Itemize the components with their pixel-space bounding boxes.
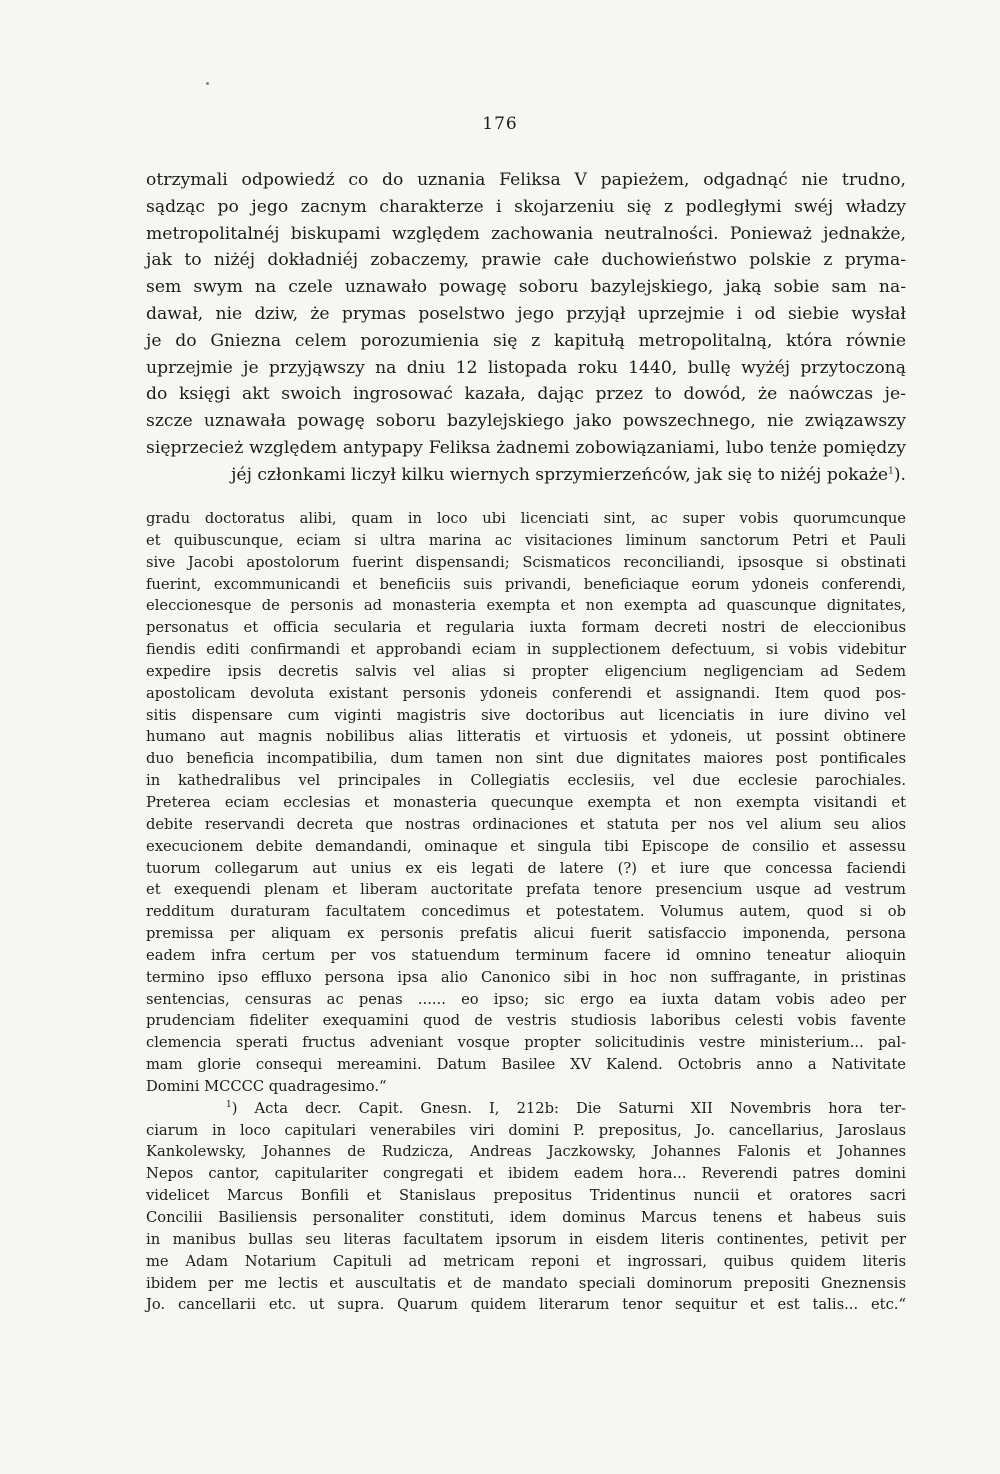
footnote-line: duo beneficia incompatibilia, dum tamen non sint due dignitates maiores post pontificales <box>146 750 906 768</box>
page-number: 176 <box>482 114 518 134</box>
footnote-line: ciarum in loco capitulari venerabiles viri domini P. prepositus, Jo. cancellarius, Jaroslaus <box>146 1121 906 1139</box>
ink-speck <box>206 82 209 85</box>
body-line: do księgi akt swoich ingrosować kazała, dając przez to dowód, że naówczas je- <box>146 384 906 405</box>
footnote-line: termino ipso effluxo persona ipsa alio Canonico sibi in hoc non suffragante, in pristinas <box>146 968 906 986</box>
footnote-reference: 1 <box>888 466 894 477</box>
footnote-line: in kathedralibus vel principales in Collegiatis ecclesiis, vel due ecclesie parochiales. <box>146 772 906 790</box>
body-line: sądząc po jego zacnym charakterze i skojarzeniu się z podległymi swéj władzy <box>146 196 906 217</box>
body-line: sięprzecież względem antypapy Feliksa żadnemi zobowiązaniami, lubo tenże pomiędzy <box>146 437 906 458</box>
body-line: dawał, nie dziw, że prymas poselstwo jego przyjął uprzejmie i od siebie wysłał <box>146 303 906 324</box>
footnote-line: sentencias, censuras ac penas ...... eo ipso; sic ergo ea iuxta datam vobis adeo per <box>146 990 906 1008</box>
body-line: otrzymali odpowiedź co do uznania Feliksa V papieżem, odgadnąć nie trudno, <box>146 170 906 190</box>
footnote-line: debite reservandi decreta que nostras ordinaciones et statuta per nos vel alium seu alios <box>146 815 906 833</box>
footnote-line: eadem infra certum per vos statuendum terminum facere id omnino teneatur alioquin <box>146 946 906 964</box>
footnote-line: redditum duraturam facultatem concedimus et potestatem. Volumus autem, quod si ob <box>146 903 906 921</box>
footnote-line: clemencia sperati fructus adveniant vosque propter solicitudinis vestre ministerium... pal- <box>146 1034 906 1052</box>
body-line: je do Gniezna celem porozumienia się z kapitułą metropolitalną, która równie <box>146 330 906 351</box>
footnote-line: me Adam Notarium Capituli ad metricam reponi et ingrossari, quibus quidem literis <box>146 1252 906 1270</box>
footnote-line: Kankolewsky, Johannes de Rudzicza, Andreas Jaczkowsky, Johannes Falonis et Johannes <box>146 1143 906 1161</box>
footnote-line: ibidem per me lectis et auscultatis et de mandato speciali dominorum prepositi Gneznensis <box>146 1274 906 1292</box>
footnote-line: Jo. cancellarii etc. ut supra. Quarum quidem literarum tenor sequitur et est talis... etc.“ <box>146 1296 906 1314</box>
footnote-1-first-line <box>146 1098 906 1120</box>
footnotes <box>146 508 906 1316</box>
footnote-line: sitis dispensare cum viginti magistris sive doctoribus aut licenciatis in iure divino vel <box>146 706 906 724</box>
footnote-line: videlicet Marcus Bonfili et Stanislaus prepositus Tridentinus nuncii et oratores sacri <box>146 1187 906 1205</box>
footnote-line: apostolicam devoluta existant personis ydoneis conferendi et assignandi. Item quod pos- <box>146 684 906 702</box>
main-body-text <box>146 167 906 489</box>
body-line: sem swym na czele uznawało powagę soboru bazylejskiego, jaką sobie sam na- <box>146 277 906 298</box>
footnote-line: tuorum collegarum aut unius ex eis legati de latere (?) et iure que concessa faciendi <box>146 859 906 877</box>
footnote-line: et exequendi plenam et liberam auctoritate prefata tenore presencium usque ad vestrum <box>146 881 906 899</box>
footnote-line: humano aut magnis nobilibus alias litteratis et virtuosis et ydoneis, ut possint obtinere <box>146 728 906 746</box>
footnote-line: fuerint, excommunicandi et beneficiis suis privandi, beneficiaque eorum ydoneis conferendi, <box>146 575 906 593</box>
footnote-line: fiendis editi confirmandi et approbandi eciam in supplectionem defectuum, si vobis videbitur <box>146 641 906 659</box>
body-line-text: jéj członkami liczył kilku wiernych sprzymierzeńców, jak się to niżéj pokaże <box>231 464 889 485</box>
footnote-line: Nepos cantor, capitulariter congregati et ibidem eadem hora... Reverendi patres domini <box>146 1165 906 1183</box>
footnote-1-marker: 1 <box>226 1099 232 1110</box>
body-line: jak to niżéj dokładniéj zobaczemy, prawie całe duchowieństwo polskie z pryma- <box>146 250 906 271</box>
footnote-line: Domini MCCCC quadragesimo.“ <box>146 1077 387 1095</box>
footnote-line: eleccionesque de personis ad monasteria exempta et non exempta ad quascunque dignitates, <box>146 597 906 615</box>
footnote-line: expedire ipsis decretis salvis vel alias si propter eligencium negligenciam ad Sedem <box>146 662 906 680</box>
footnote-line: prudenciam fideliter exequamini quod de vestris studiosis laboribus celesti vobis favente <box>146 1012 906 1030</box>
body-line: uprzejmie je przyjąwszy na dniu 12 listopada roku 1440, bullę wyżéj przytoczoną <box>146 357 906 378</box>
footnote-line: sive Jacobi apostolorum fuerint dispensandi; Scismaticos reconciliandi, ipsosque si obstinati <box>146 553 906 571</box>
footnote-line: premissa per aliquam ex personis prefatis alicui fuerit satisfaccio imponenda, persona <box>146 925 906 943</box>
body-line: szcze uznawała powagę soboru bazylejskiego jako powszechnego, nie związawszy <box>146 411 906 432</box>
footnote-line: et quibuscunque, eciam si ultra marina ac visitaciones liminum sanctorum Petri et Pauli <box>146 531 906 549</box>
body-line-last <box>146 462 906 489</box>
footnote-line: execucionem debite demandandi, ominaque et singula tibi Episcope de consilio et assessu <box>146 837 906 855</box>
footnote-line: Preterea eciam ecclesias et monasteria quecunque exempta et non exempta visitandi et <box>146 793 906 811</box>
footnote-1-text: ) Acta decr. Capit. Gnesn. I, 212b: Die Saturni XII Novembris hora ter- <box>231 1099 906 1117</box>
body-line-end: ). <box>893 464 906 485</box>
footnote-line: personatus et officia secularia et regularia iuxta formam decreti nostri de eleccionibus <box>146 619 906 637</box>
footnote-line: gradu doctoratus alibi, quam in loco ubi licenciati sint, ac super vobis quorumcunque <box>146 510 906 527</box>
footnote-line: mam glorie consequi mereamini. Datum Basilee XV Kalend. Octobris anno a Nativitate <box>146 1056 906 1074</box>
footnote-line: in manibus bullas seu literas facultatem ipsorum in eisdem literis continentes, petivit per <box>146 1230 906 1248</box>
footnote-line: Concilii Basiliensis personaliter constituti, idem dominus Marcus tenens et habeus suis <box>146 1209 906 1226</box>
body-line: metropolitalnéj biskupami względem zachowania neutralności. Ponieważ jednakże, <box>146 223 906 244</box>
